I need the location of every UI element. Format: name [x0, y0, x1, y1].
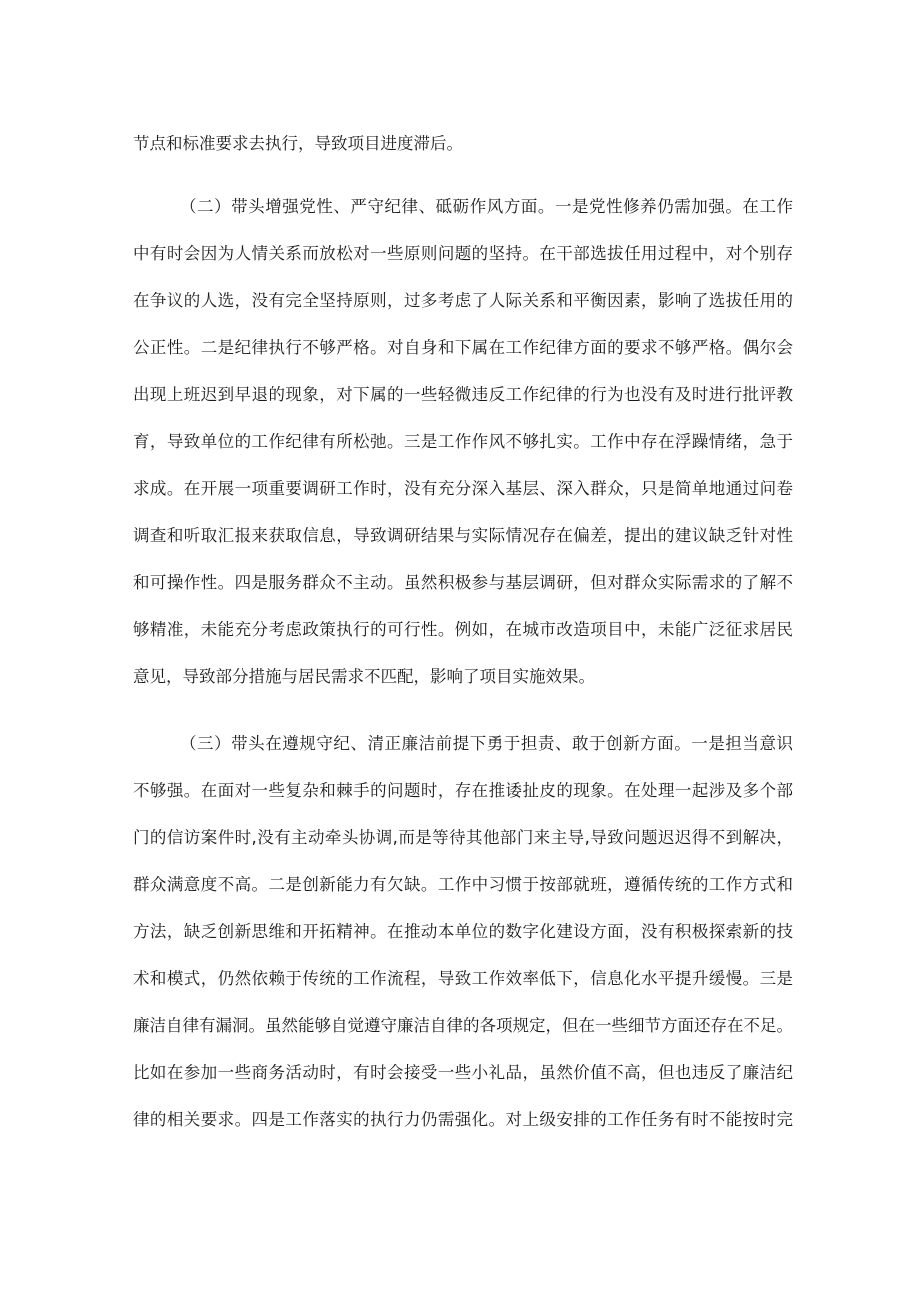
paragraph-line: 廉洁自律有漏洞。虽然能够自觉遵守廉洁自律的各项规定，但在一些细节方面还存在不足。: [133, 1016, 793, 1035]
paragraph-line: 求成。在开展一项重要调研工作时，没有充分深入基层、深入群众，只是简单地通过问卷: [133, 479, 793, 498]
paragraph-line: 群众满意度不高。二是创新能力有欠缺。工作中习惯于按部就班，遵循传统的工作方式和: [133, 875, 793, 894]
paragraph-line: （三）带头在遵规守纪、清正廉洁前提下勇于担责、敢于创新方面。一是担当意识: [180, 734, 793, 753]
paragraph-line: 出现上班迟到早退的现象，对下属的一些轻微违反工作纪律的行为也没有及时进行批评教: [133, 385, 793, 404]
paragraph-line: 术和模式，仍然依赖于传统的工作流程，导致工作效率低下，信息化水平提升缓慢。三是: [133, 969, 793, 988]
paragraph-line: 在争议的人选，没有完全坚持原则，过多考虑了人际关系和平衡因素，影响了选拔任用的: [133, 291, 793, 310]
paragraph-line: 和可操作性。四是服务群众不主动。虽然积极参与基层调研，但对群众实际需求的了解不: [133, 573, 793, 592]
paragraph-line: 意见，导致部分措施与居民需求不匹配，影响了项目实施效果。: [133, 667, 595, 686]
paragraph-line: 调查和听取汇报来获取信息，导致调研结果与实际情况存在偏差，提出的建议缺乏针对性: [133, 526, 793, 545]
paragraph-line: 节点和标准要求去执行，导致项目进度滞后。: [133, 134, 463, 153]
paragraph-line: 方法，缺乏创新思维和开拓精神。在推动本单位的数字化建设方面，没有积极探索新的技: [133, 922, 793, 941]
paragraph-line: 门的信访案件时,没有主动牵头协调,而是等待其他部门来主导,导致问题迟迟得不到解决，: [133, 828, 793, 847]
paragraph-line: 够精准，未能充分考虑政策执行的可行性。例如，在城市改造项目中，未能广泛征求居民: [133, 620, 793, 639]
paragraph-line: 律的相关要求。四是工作落实的执行力仍需强化。对上级安排的工作任务有时不能按时完: [133, 1110, 793, 1129]
paragraph-line: 育，导致单位的工作纪律有所松弛。三是工作作风不够扎实。工作中存在浮躁情绪，急于: [133, 432, 793, 451]
paragraph-line: 公正性。二是纪律执行不够严格。对自身和下属在工作纪律方面的要求不够严格。偶尔会: [133, 338, 793, 357]
paragraph-line: 比如在参加一些商务活动时，有时会接受一些小礼品，虽然价值不高，但也违反了廉洁纪: [133, 1063, 793, 1082]
paragraph-line: （二）带头增强党性、严守纪律、砥砺作风方面。一是党性修养仍需加强。在工作: [180, 197, 793, 216]
paragraph-line: 中有时会因为人情关系而放松对一些原则问题的坚持。在干部选拔任用过程中，对个别存: [133, 244, 793, 263]
paragraph-line: 不够强。在面对一些复杂和棘手的问题时，存在推诿扯皮的现象。在处理一起涉及多个部: [133, 781, 793, 800]
